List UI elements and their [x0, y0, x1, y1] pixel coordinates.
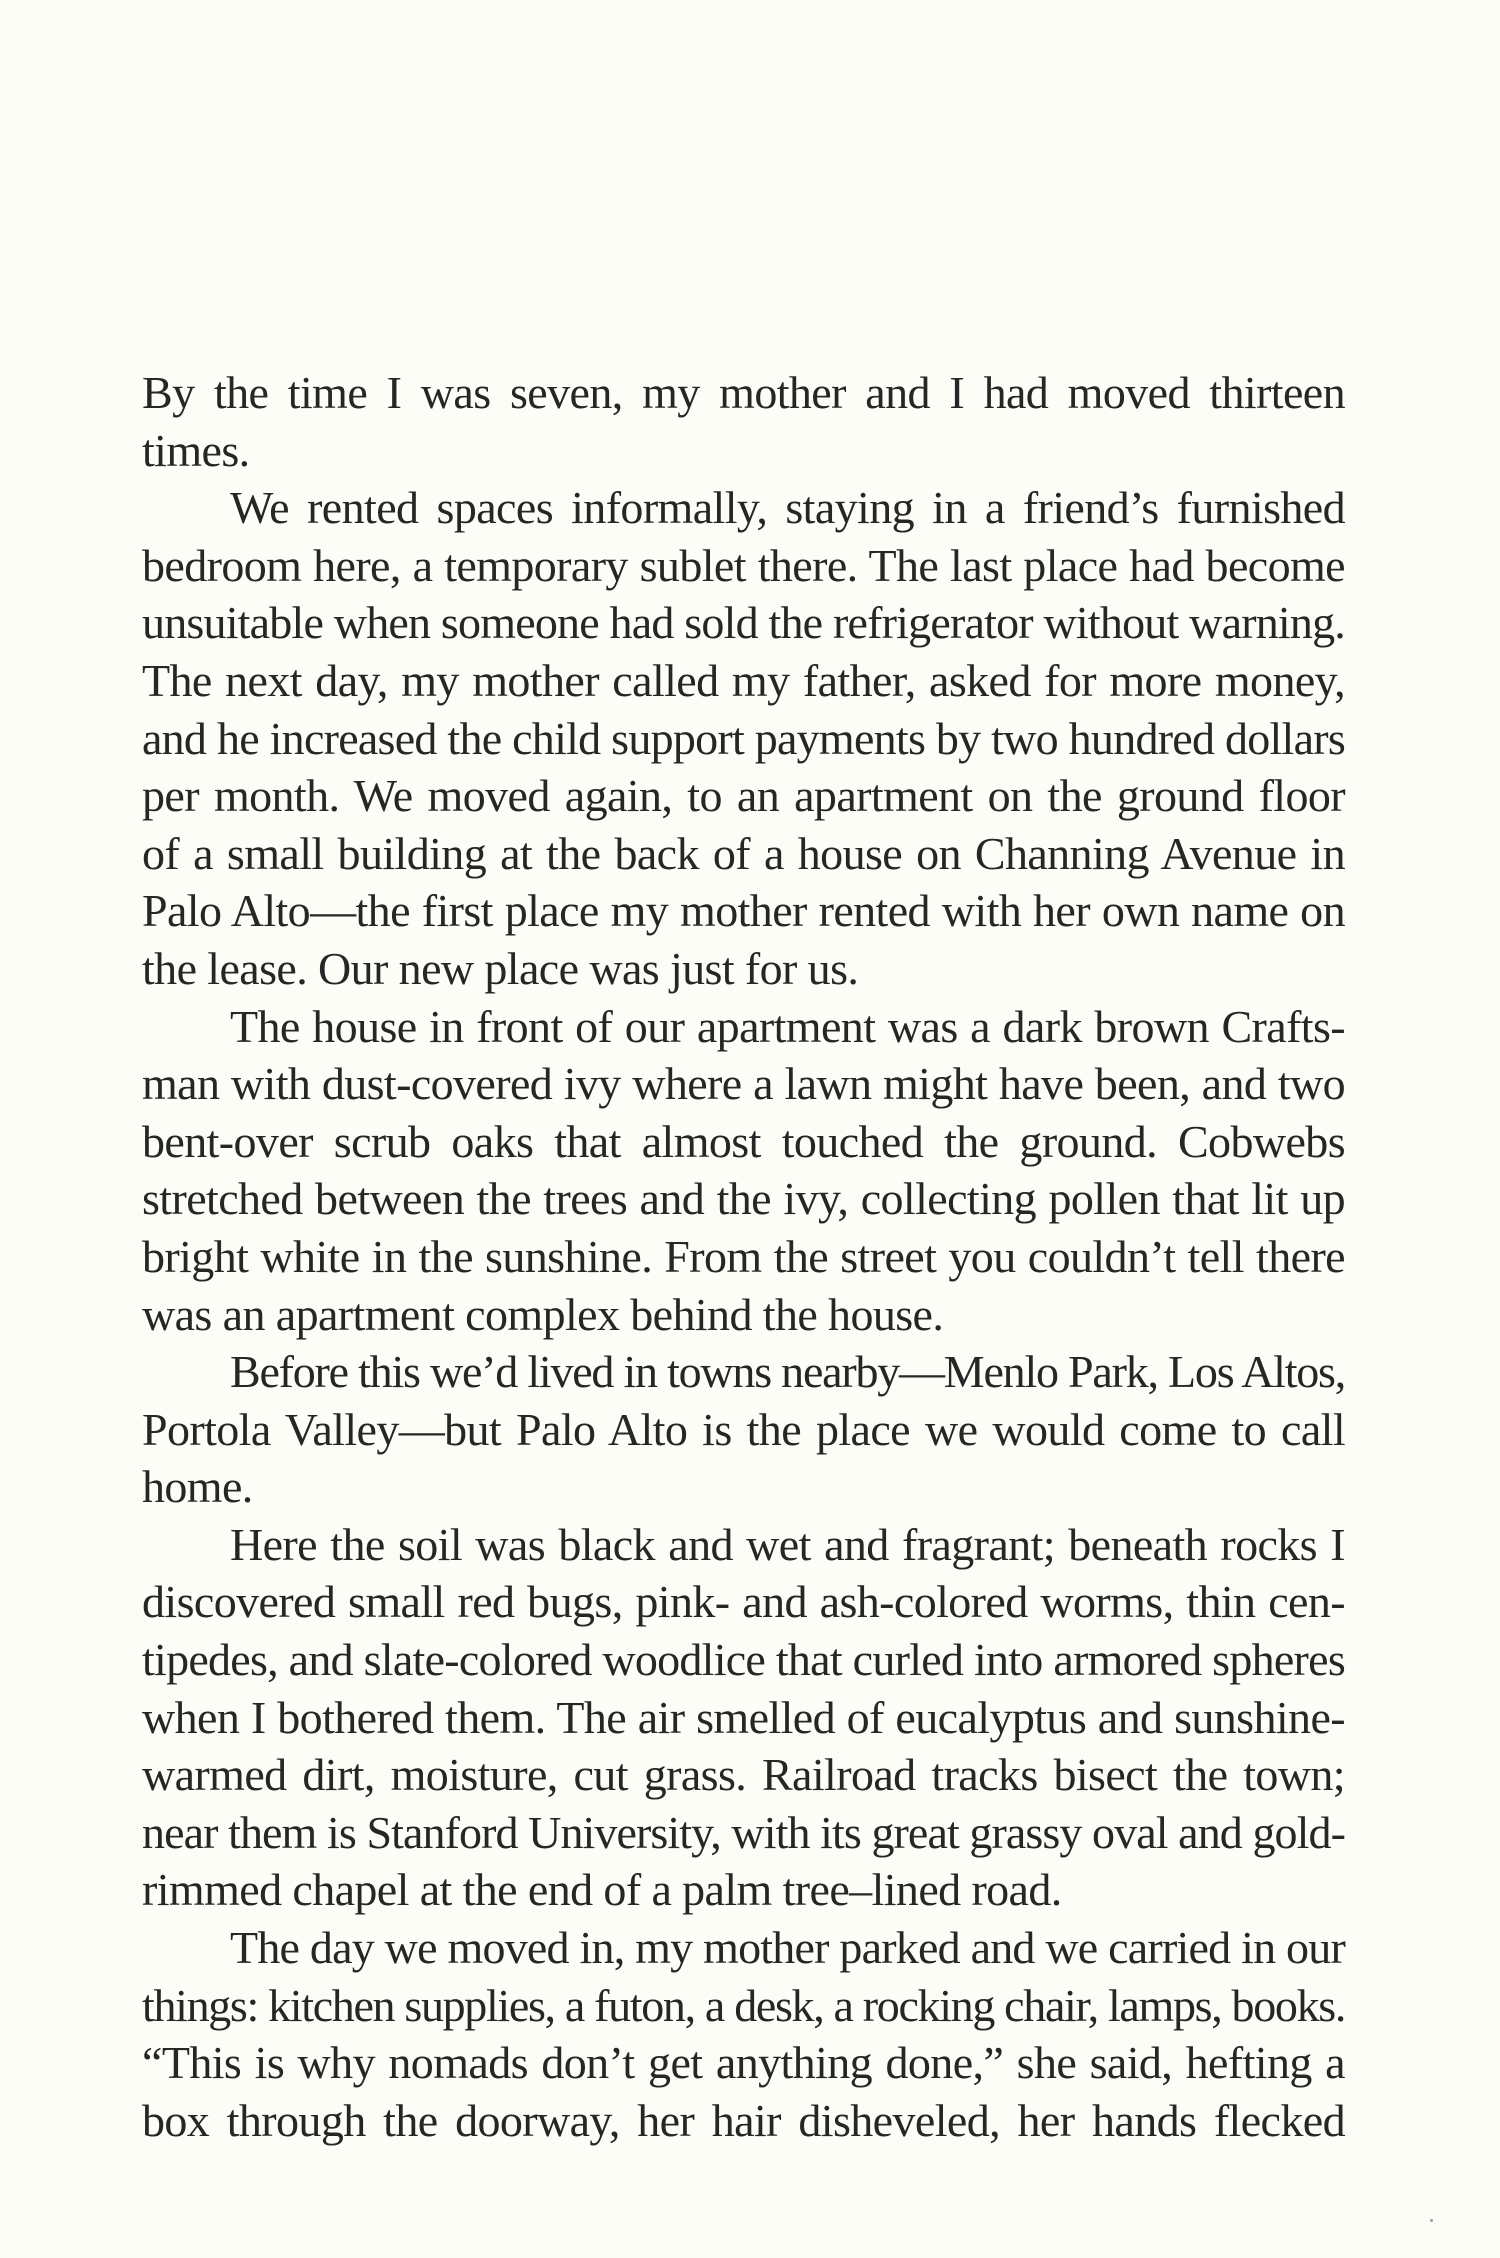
text-line: when I bothered them. The air smelled of eucalyptus and sunshine- — [142, 1691, 1345, 1743]
text-line: tipedes, and slate-colored woodlice that curled into armored spheres — [142, 1634, 1345, 1686]
text-line: warmed dirt, moisture, cut grass. Railroad tracks bisect the town; — [142, 1749, 1345, 1801]
text-line: times. — [142, 424, 250, 476]
text-line: rimmed chapel at the end of a palm tree–lined road. — [142, 1864, 1062, 1916]
text-line: Before this we’d lived in towns nearby—Menlo Park, Los Altos, — [230, 1346, 1345, 1398]
text-line: man with dust-covered ivy where a lawn might have been, and two — [142, 1058, 1345, 1110]
text-line: stretched between the trees and the ivy, collecting pollen that lit up — [142, 1173, 1345, 1225]
page-speck — [1430, 2219, 1433, 2222]
text-line: per month. We moved again, to an apartment on the ground floor — [142, 770, 1345, 822]
text-line: Portola Valley—but Palo Alto is the place we would come to call — [142, 1403, 1345, 1455]
text-line: was an apartment complex behind the house. — [142, 1288, 944, 1340]
text-line: discovered small red bugs, pink- and ash-colored worms, thin cen- — [142, 1576, 1345, 1628]
text-line: The day we moved in, my mother parked and we carried in our — [230, 1922, 1345, 1974]
text-line: bent-over scrub oaks that almost touched the ground. Cobwebs — [142, 1115, 1345, 1167]
text-line: the lease. Our new place was just for us. — [142, 942, 859, 994]
text-line: unsuitable when someone had sold the refrigerator without warning. — [142, 597, 1345, 649]
text-line: bright white in the sunshine. From the street you couldn’t tell there — [142, 1230, 1345, 1282]
text-line: Here the soil was black and wet and fragrant; beneath rocks I — [230, 1518, 1345, 1570]
text-line: of a small building at the back of a house on Channing Avenue in — [142, 827, 1345, 879]
text-line: home. — [142, 1461, 253, 1513]
text-line: Palo Alto—the first place my mother rented with her own name on — [142, 885, 1345, 937]
text-line: box through the doorway, her hair disheveled, her hands flecked — [142, 2094, 1345, 2146]
text-line: and he increased the child support payments by two hundred dollars — [142, 712, 1345, 764]
text-line: The next day, my mother called my father, asked for more money, — [142, 654, 1345, 706]
text-line: “This is why nomads don’t get anything done,” she said, hefting a — [142, 2037, 1345, 2089]
text-line: The house in front of our apartment was a dark brown Crafts- — [230, 1000, 1345, 1052]
text-line: things: kitchen supplies, a futon, a desk, a rocking chair, lamps, books. — [142, 1979, 1345, 2031]
text-line: We rented spaces informally, staying in a friend’s furnished — [230, 482, 1345, 534]
text-line: bedroom here, a temporary sublet there. The last place had become — [142, 539, 1345, 591]
text-line: By the time I was seven, my mother and I had moved thirteen — [142, 367, 1345, 418]
page-body — [142, 364, 1345, 2149]
text-line: near them is Stanford University, with its great grassy oval and gold- — [142, 1806, 1345, 1858]
